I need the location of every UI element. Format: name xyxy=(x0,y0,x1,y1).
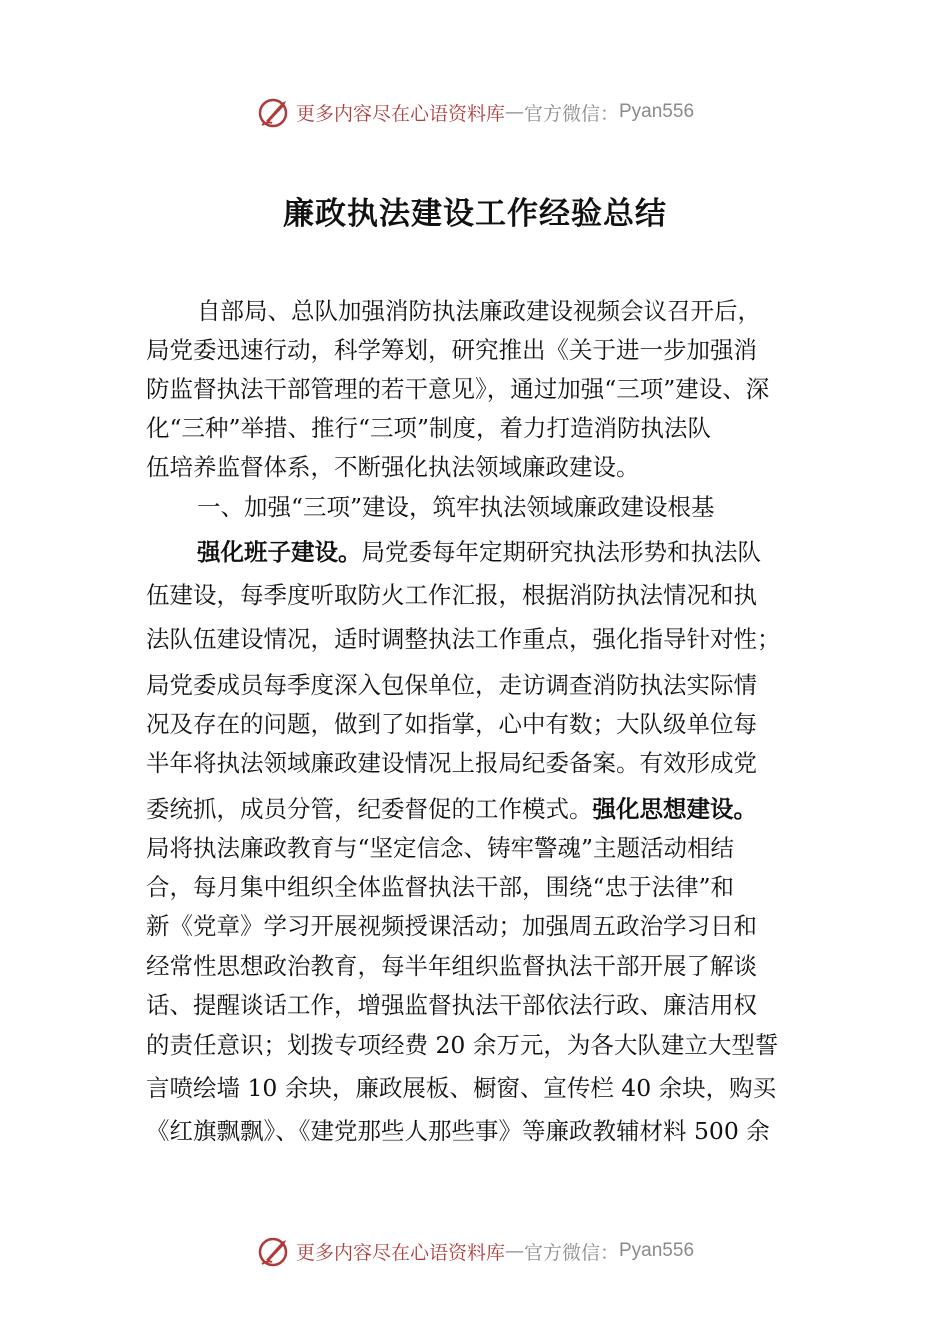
watermark-dash: — xyxy=(504,1240,524,1262)
watermark-wechat-id: Pyan556 xyxy=(619,101,695,122)
paragraph-line: 局党委迅速行动，科学筹划，研究推出《关于进一步加强消 xyxy=(146,336,757,364)
section-heading: 一、加强“三项”建设，筑牢执法领域廉政建设根基 xyxy=(197,493,715,521)
paragraph-line: 的责任意识；划拨专项经费 20 余万元，为各大队建立大型誓 xyxy=(146,1031,779,1059)
paragraph-line xyxy=(197,537,877,567)
document-title: 廉政执法建设工作经验总结 xyxy=(283,196,667,232)
watermark-text: 更多内容尽在心语资料库 xyxy=(295,1241,505,1264)
paragraph-line: 化“三种”举措、推行“三项”制度，着力打造消防执法队 xyxy=(146,414,712,442)
paragraph-line xyxy=(146,794,826,824)
paragraph-line: 言喷绘墙 10 余块，廉政展板、橱窗、宣传栏 40 余块，购买 xyxy=(146,1074,777,1102)
paragraph-line: 自部局、总队加强消防执法廉政建设视频会议召开后， xyxy=(197,297,761,325)
header-watermark xyxy=(0,95,950,129)
footer-watermark xyxy=(0,1234,950,1268)
paragraph-line: 经常性思想政治教育，每半年组织监督执法干部开展了解谈 xyxy=(146,952,757,980)
paragraph-line: 防监督执法干部管理的若干意见》，通过加强“三项”建设、深 xyxy=(146,375,770,403)
paragraph-line: 《红旗飘飘》、《建党那些人那些事》等廉政教辅材料 500 余 xyxy=(146,1117,770,1145)
quill-seal-icon xyxy=(256,1234,292,1268)
line-text: 委统抓，成员分管，纪委督促的工作模式。 xyxy=(146,795,593,823)
paragraph-line: 伍建设，每季度听取防火工作汇报，根据消防执法情况和执 xyxy=(146,581,757,609)
watermark-wechat-label: 官方微信： xyxy=(523,1241,619,1264)
paragraph-line: 法队伍建设情况，适时调整执法工作重点，强化指导针对性； xyxy=(146,625,781,653)
watermark-wechat-id: Pyan556 xyxy=(619,1240,695,1261)
line-text: 局党委每年定期研究执法形势和执法队 xyxy=(361,538,761,566)
watermark-text: 更多内容尽在心语资料库 xyxy=(295,102,505,125)
paragraph-line: 新《党章》学习开展视频授课活动；加强周五政治学习日和 xyxy=(146,912,757,940)
paragraph-line: 半年将执法领域廉政建设情况上报局纪委备案。有效形成党 xyxy=(146,749,757,777)
watermark-wechat-label: 官方微信： xyxy=(523,102,619,125)
bold-lead: 强化班子建设。 xyxy=(197,538,362,566)
bold-lead: 强化思想建设。 xyxy=(592,795,757,823)
paragraph-line: 局党委成员每季度深入包保单位，走访调查消防执法实际情 xyxy=(146,671,757,699)
paragraph-line: 合，每月集中组织全体监督执法干部，围绕“忠于法律”和 xyxy=(146,873,735,901)
quill-seal-icon xyxy=(256,95,292,129)
paragraph-line: 况及存在的问题，做到了如指掌，心中有数；大队级单位每 xyxy=(146,710,757,738)
watermark-dash: — xyxy=(504,101,524,123)
paragraph-line: 局将执法廉政教育与“坚定信念、铸牢警魂”主题活动相结 xyxy=(146,834,735,862)
paragraph-line: 伍培养监督体系，不断强化执法领域廉政建设。 xyxy=(146,453,640,481)
paragraph-line: 话、提醒谈话工作，增强监督执法干部依法行政、廉洁用权 xyxy=(146,991,757,1019)
